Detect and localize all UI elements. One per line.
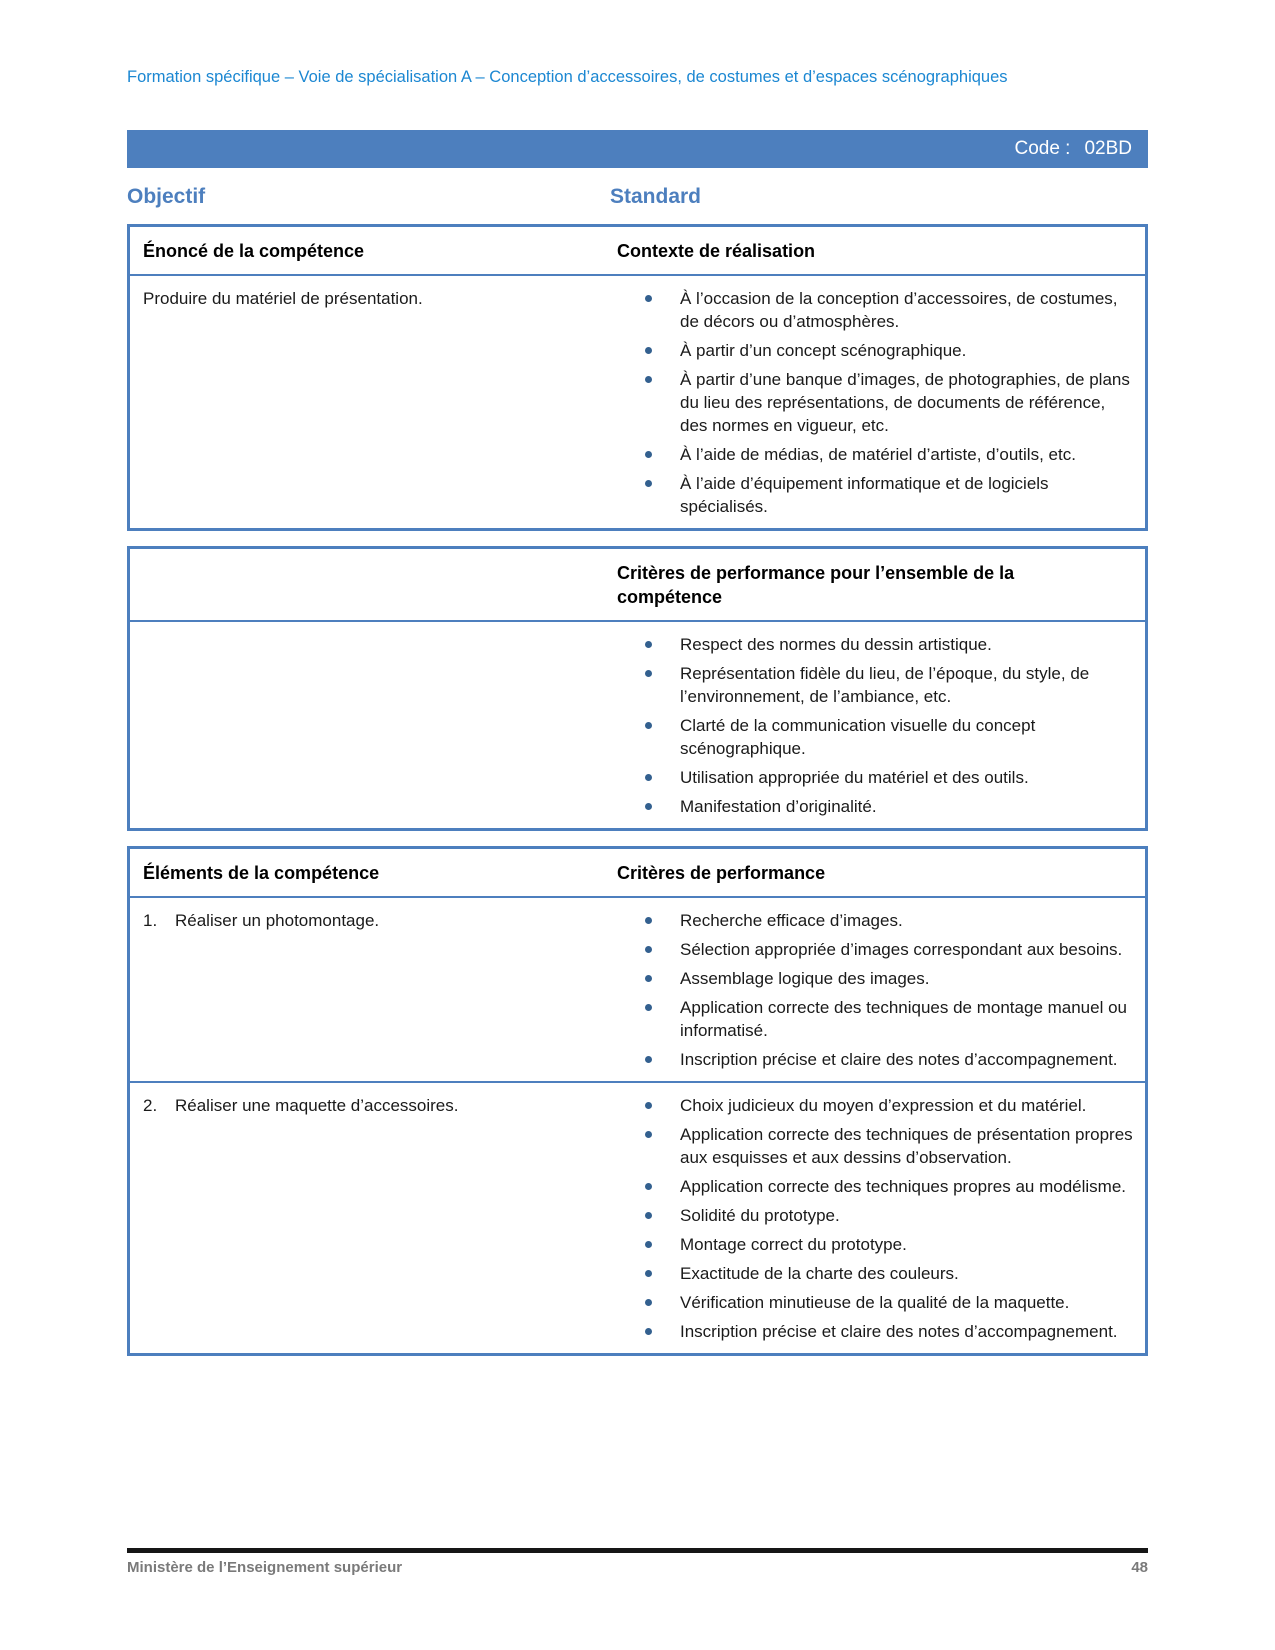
- standard-heading: Standard: [610, 185, 702, 208]
- bullet-item: À partir d’une banque d’images, de photographies, de plans du lieu des représentations, de documents de référence, des normes en vigueur, etc.: [617, 368, 1135, 437]
- element-2-cell: [130, 1083, 617, 1353]
- bullet-item: Inscription précise et claire des notes d’accompagnement.: [617, 1320, 1135, 1343]
- bullet-item: Inscription précise et claire des notes d’accompagnement.: [617, 1048, 1135, 1071]
- bullet-item: Montage correct du prototype.: [617, 1233, 1135, 1256]
- document-page: [127, 0, 1148, 1356]
- element-row-2: [130, 1083, 1145, 1353]
- element-row-1: [130, 898, 1145, 1083]
- section-headings: [127, 185, 1148, 209]
- table-enonce-header-row: [130, 227, 1145, 276]
- bullet-item: Solidité du prototype.: [617, 1204, 1135, 1227]
- criteres-ensemble-bullet-list: [617, 633, 1135, 818]
- page-footer: [127, 1548, 1148, 1576]
- bullet-item: À l’aide de médias, de matériel d’artiste, d’outils, etc.: [617, 443, 1135, 466]
- enonce-competence-text: Produire du matériel de présentation.: [143, 289, 423, 308]
- footer-rule: [127, 1548, 1148, 1553]
- table-criteres-ensemble-header-row: [130, 549, 1145, 622]
- table-criteres-ensemble: [127, 546, 1148, 831]
- contexte-realisation-cell: [617, 276, 1145, 528]
- elements-competence-header: Éléments de la compétence: [143, 863, 380, 883]
- running-header: Formation spécifique – Voie de spécialisation A – Conception d’accessoires, de costumes et d’espaces scénographiques: [127, 68, 1008, 86]
- table-elements-header-row: [130, 849, 1145, 898]
- bullet-item: À l’aide d’équipement informatique et de logiciels spécialisés.: [617, 472, 1135, 518]
- element-1-cell: [130, 898, 617, 1081]
- footer-page-number: 48: [1131, 1559, 1148, 1576]
- table-elements-criteres: [127, 846, 1148, 1356]
- bullet-item: Respect des normes du dessin artistique.: [617, 633, 1135, 656]
- criteres-ensemble-cell: [617, 622, 1145, 828]
- enonce-competence-header: Énoncé de la compétence: [143, 241, 365, 261]
- element-2-number: 2.: [143, 1096, 158, 1115]
- element-2-label: Réaliser une maquette d’accessoires.: [175, 1096, 459, 1115]
- code-value: 02BD: [1084, 138, 1132, 159]
- bullet-item: Vérification minutieuse de la qualité de la maquette.: [617, 1291, 1135, 1314]
- criteres-performance-header: Critères de performance: [617, 863, 826, 883]
- element-1-bullet-list: [617, 909, 1135, 1071]
- bullet-item: Sélection appropriée d’images correspondant aux besoins.: [617, 938, 1135, 961]
- bullet-item: Exactitude de la charte des couleurs.: [617, 1262, 1135, 1285]
- bullet-item: Clarté de la communication visuelle du concept scénographique.: [617, 714, 1135, 760]
- element-1-number: 1.: [143, 911, 158, 930]
- criteres-ensemble-header: Critères de performance pour l’ensemble de la compétence: [617, 563, 1015, 607]
- code-label: Code :: [1014, 138, 1071, 159]
- bullet-item: Représentation fidèle du lieu, de l’époque, du style, de l’environnement, de l’ambiance, etc.: [617, 662, 1135, 708]
- empty-body-cell: [130, 622, 617, 828]
- contexte-bullet-list: [617, 287, 1135, 518]
- bullet-item: Application correcte des techniques de présentation propres aux esquisses et aux dessins d’observation.: [617, 1123, 1135, 1169]
- bullet-item: Assemblage logique des images.: [617, 967, 1135, 990]
- element-2-criteres-cell: [617, 1083, 1145, 1353]
- bullet-item: Recherche efficace d’images.: [617, 909, 1135, 932]
- bullet-item: À partir d’un concept scénographique.: [617, 339, 1135, 362]
- bullet-item: Manifestation d’originalité.: [617, 795, 1135, 818]
- bullet-item: À l’occasion de la conception d’accessoires, de costumes, de décors ou d’atmosphères.: [617, 287, 1135, 333]
- element-2-bullet-list: [617, 1094, 1135, 1343]
- table-criteres-ensemble-body-row: [130, 622, 1145, 828]
- element-1-criteres-cell: [617, 898, 1145, 1081]
- bullet-item: Utilisation appropriée du matériel et des outils.: [617, 766, 1135, 789]
- element-1-label: Réaliser un photomontage.: [175, 911, 380, 930]
- contexte-realisation-header: Contexte de réalisation: [617, 241, 816, 261]
- bullet-item: Application correcte des techniques de montage manuel ou informatisé.: [617, 996, 1135, 1042]
- empty-header-cell: [130, 549, 617, 620]
- footer-ministry: Ministère de l’Enseignement supérieur: [127, 1559, 403, 1576]
- table-enonce-body-row: [130, 276, 1145, 528]
- bullet-item: Application correcte des techniques propres au modélisme.: [617, 1175, 1135, 1198]
- code-bar: [127, 130, 1148, 168]
- table-enonce-contexte: [127, 224, 1148, 531]
- bullet-item: Choix judicieux du moyen d’expression et du matériel.: [617, 1094, 1135, 1117]
- objectif-heading: Objectif: [127, 185, 206, 208]
